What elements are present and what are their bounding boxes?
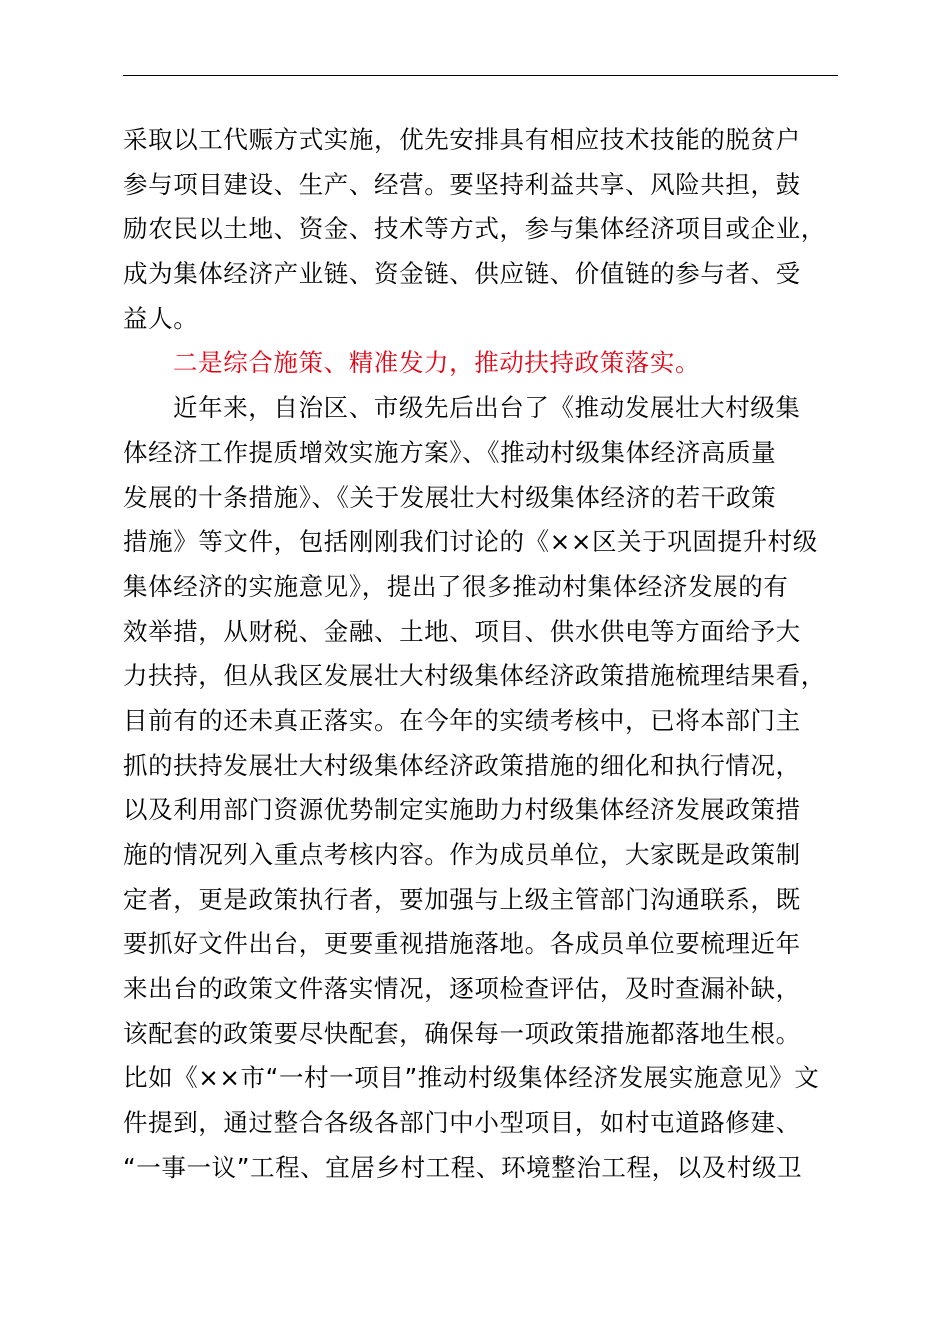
header-rule: [123, 75, 838, 76]
paragraph-line: 发展的十条措施》、《关于发展壮大村级集体经济的若干政策: [123, 482, 777, 512]
paragraph-line: 益人。: [123, 303, 199, 333]
paragraph-line: 近年来，自治区、市级先后出台了《推动发展壮大村级集: [173, 393, 801, 423]
paragraph-line: 采取以工代赈方式实施，优先安排具有相应技术技能的脱贫户: [123, 125, 801, 154]
paragraph-line: 效举措，从财税、金融、土地、项目、供水供电等方面给予大: [123, 616, 801, 646]
document-body: [123, 118, 863, 1191]
paragraph-line: 励农民以土地、资金、技术等方式，参与集体经济项目或企业，: [123, 214, 826, 244]
paragraph-line: 以及利用部门资源优势制定实施助力村级集体经济发展政策措: [123, 795, 801, 825]
paragraph-line: 集体经济的实施意见》，提出了很多推动村集体经济发展的有: [123, 571, 789, 601]
paragraph-line: “一事一议”工程、宜居乡村工程、环境整治工程，以及村级卫: [123, 1152, 803, 1182]
paragraph-line: 措施》等文件，包括刚刚我们讨论的《××区关于巩固提升村级: [123, 527, 818, 557]
paragraph-line: 参与项目建设、生产、经营。要坚持利益共享、风险共担，鼓: [123, 169, 801, 199]
paragraph-line: 体经济工作提质增效实施方案》、《推动村级集体经济高质量: [123, 437, 777, 467]
paragraph-line: 力扶持，但从我区发展壮大村级集体经济政策措施梳理结果看，: [123, 661, 826, 691]
paragraph-line: 要抓好文件出台，更要重视措施落地。各成员单位要梳理近年: [123, 929, 801, 959]
paragraph-line: 比如《××市“一村一项目”推动村级集体经济发展实施意见》文: [123, 1063, 820, 1093]
paragraph-line: 定者，更是政策执行者，要加强与上级主管部门沟通联系，既: [123, 884, 801, 914]
paragraph-line: 成为集体经济产业链、资金链、供应链、价值链的参与者、受: [123, 259, 801, 289]
paragraph-line: 目前有的还未真正落实。在今年的实绩考核中，已将本部门主: [123, 705, 801, 735]
section-heading-line: 二是综合施策、精准发力，推动扶持政策落实。: [173, 348, 701, 378]
paragraph-line: 件提到，通过整合各级各部门中小型项目，如村屯道路修建、: [123, 1108, 801, 1138]
paragraph-line: 来出台的政策文件落实情况，逐项检查评估，及时查漏补缺，: [123, 974, 801, 1004]
paragraph-line: 该配套的政策要尽快配套，确保每一项政策措施都落地生根。: [123, 1018, 801, 1048]
paragraph-line: 抓的扶持发展壮大村级集体经济政策措施的细化和执行情况，: [123, 750, 801, 780]
paragraph-line: 施的情况列入重点考核内容。作为成员单位，大家既是政策制: [123, 840, 801, 869]
